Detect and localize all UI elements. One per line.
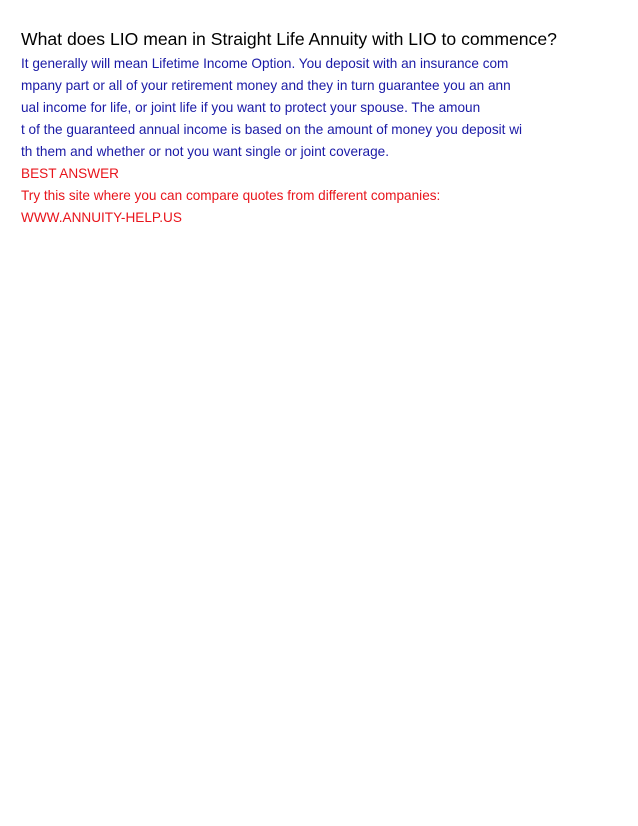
- best-answer-heading: BEST ANSWER: [21, 166, 119, 181]
- answer-line: It generally will mean Lifetime Income Option. You deposit with an insurance com: [21, 56, 509, 71]
- answer-line: mpany part or all of your retirement money and they in turn guarantee you an ann: [21, 78, 511, 93]
- question-title: What does LIO mean in Straight Life Annuity with LIO to commence?: [21, 29, 557, 49]
- answer-line: t of the guaranteed annual income is based on the amount of money you deposit wi: [21, 122, 523, 137]
- answer-line: th them and whether or not you want single or joint coverage.: [21, 144, 390, 159]
- best-answer-section: [21, 163, 440, 229]
- best-answer-link[interactable]: WWW.ANNUITY-HELP.US: [21, 210, 182, 225]
- best-answer-line: Try this site where you can compare quotes from different companies:: [21, 188, 441, 203]
- answer-line: ual income for life, or joint life if you want to protect your spouse. The amoun: [21, 100, 481, 115]
- answer-text: [21, 53, 522, 163]
